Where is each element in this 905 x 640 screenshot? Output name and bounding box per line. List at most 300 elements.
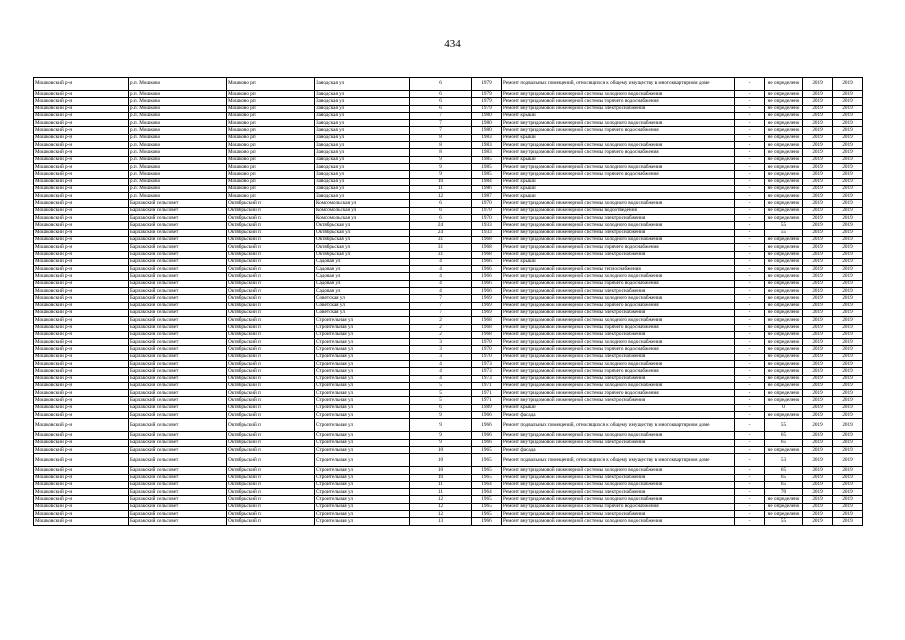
work-type-cell: Ремонт внутридомовой инженерной системы холодного водоснабжения xyxy=(502,142,735,149)
settlement-cell: Мошково рп xyxy=(227,120,315,127)
area-cell: - xyxy=(735,78,765,91)
street-cell: Строительная ул xyxy=(315,339,410,346)
build-year-cell: 1968 xyxy=(472,317,502,324)
build-year-cell: 1966 xyxy=(472,518,502,525)
end-year-cell: 2019 xyxy=(833,346,863,353)
house-number-cell: 10 xyxy=(410,474,472,481)
municipality-cell: р.п. Мошково xyxy=(129,91,227,98)
build-year-cell: 1971 xyxy=(472,390,502,397)
cost-cell: не определено xyxy=(765,149,803,156)
street-cell: Строительная ул xyxy=(315,346,410,353)
house-number-cell: 31 xyxy=(410,251,472,258)
street-cell: Заводская ул xyxy=(315,98,410,105)
work-type-cell: Ремонт крыши xyxy=(502,178,735,185)
house-number-cell: 6 xyxy=(410,200,472,207)
work-type-cell: Ремонт внутридомовой инженерной системы холодного водоснабжения xyxy=(502,91,735,98)
area-cell: - xyxy=(735,142,765,149)
table-body xyxy=(34,78,863,526)
settlement-cell: Мошково рп xyxy=(227,185,315,192)
house-number-cell: 4 xyxy=(410,258,472,265)
cost-cell: не определено xyxy=(765,251,803,258)
street-cell: Заводская ул xyxy=(315,185,410,192)
build-year-cell: 1965 xyxy=(472,454,502,467)
end-year-cell: 2019 xyxy=(833,404,863,411)
street-cell: Строительная ул xyxy=(315,397,410,404)
cost-cell: 65 xyxy=(765,474,803,481)
house-number-cell: 24 xyxy=(410,222,472,229)
street-cell: Строительная ул xyxy=(315,446,410,453)
house-number-cell: 4 xyxy=(410,368,472,375)
start-year-cell: 2019 xyxy=(803,390,833,397)
end-year-cell: 2019 xyxy=(833,163,863,170)
cost-cell: 65 xyxy=(765,439,803,446)
district-cell: Мошковский р-н xyxy=(34,412,129,419)
table-row xyxy=(34,353,863,360)
street-cell: Строительная ул xyxy=(315,382,410,389)
house-number-cell: 10 xyxy=(410,467,472,474)
build-year-cell: 1979 xyxy=(472,91,502,98)
start-year-cell: 2019 xyxy=(803,295,833,302)
end-year-cell: 2019 xyxy=(833,244,863,251)
start-year-cell: 2019 xyxy=(803,185,833,192)
table-row xyxy=(34,236,863,243)
street-cell: Советская ул xyxy=(315,309,410,316)
house-number-cell: 24 xyxy=(410,229,472,236)
house-number-cell: 6 xyxy=(410,404,472,411)
build-year-cell: 1965 xyxy=(472,496,502,503)
cost-cell: не определено xyxy=(765,503,803,510)
area-cell: - xyxy=(735,156,765,163)
end-year-cell: 2019 xyxy=(833,112,863,119)
cost-cell: не определено xyxy=(765,185,803,192)
municipality-cell: Барлакский сельсовет xyxy=(129,446,227,453)
table-row xyxy=(34,368,863,375)
cost-cell: не определено xyxy=(765,98,803,105)
street-cell: Октябрьская ул xyxy=(315,229,410,236)
street-cell: Заводская ул xyxy=(315,91,410,98)
table-row xyxy=(34,215,863,222)
district-cell: Мошковский р-н xyxy=(34,222,129,229)
area-cell: - xyxy=(735,419,765,432)
cost-cell: не определено xyxy=(765,324,803,331)
end-year-cell: 2019 xyxy=(833,178,863,185)
start-year-cell: 2019 xyxy=(803,112,833,119)
build-year-cell: 1985 xyxy=(472,163,502,170)
area-cell: - xyxy=(735,120,765,127)
district-cell: Мошковский р-н xyxy=(34,149,129,156)
street-cell: Заводская ул xyxy=(315,112,410,119)
end-year-cell: 2019 xyxy=(833,134,863,141)
work-type-cell: Ремонт внутридомовой инженерной системы электроснабжения xyxy=(502,331,735,338)
street-cell: Строительная ул xyxy=(315,419,410,432)
street-cell: Строительная ул xyxy=(315,496,410,503)
house-number-cell: 7 xyxy=(410,302,472,309)
area-cell: - xyxy=(735,207,765,214)
municipality-cell: Барлакский сельсовет xyxy=(129,474,227,481)
district-cell: Мошковский р-н xyxy=(34,481,129,488)
house-number-cell: 6 xyxy=(410,105,472,112)
end-year-cell: 2019 xyxy=(833,280,863,287)
work-type-cell: Ремонт внутридомовой инженерной системы электроснабжения xyxy=(502,353,735,360)
end-year-cell: 2019 xyxy=(833,439,863,446)
end-year-cell: 2019 xyxy=(833,193,863,200)
settlement-cell: Октябрьский п xyxy=(227,317,315,324)
work-type-cell: Ремонт внутридомовой инженерной системы горячего водоснабжения xyxy=(502,302,735,309)
settlement-cell: Октябрьский п xyxy=(227,474,315,481)
table-row xyxy=(34,518,863,525)
start-year-cell: 2019 xyxy=(803,382,833,389)
street-cell: Строительная ул xyxy=(315,439,410,446)
settlement-cell: Октябрьский п xyxy=(227,518,315,525)
table-row xyxy=(34,432,863,439)
build-year-cell: 1973 xyxy=(472,368,502,375)
build-year-cell: 1933 xyxy=(472,222,502,229)
table-row xyxy=(34,404,863,411)
start-year-cell: 2019 xyxy=(803,481,833,488)
municipality-cell: р.п. Мошково xyxy=(129,193,227,200)
area-cell: - xyxy=(735,346,765,353)
district-cell: Мошковский р-н xyxy=(34,207,129,214)
settlement-cell: Октябрьский п xyxy=(227,309,315,316)
district-cell: Мошковский р-н xyxy=(34,200,129,207)
cost-cell: не определено xyxy=(765,178,803,185)
district-cell: Мошковский р-н xyxy=(34,346,129,353)
end-year-cell: 2019 xyxy=(833,222,863,229)
table-row xyxy=(34,222,863,229)
street-cell: Строительная ул xyxy=(315,489,410,496)
street-cell: Комсомольская ул xyxy=(315,200,410,207)
area-cell: - xyxy=(735,467,765,474)
cost-cell: не определено xyxy=(765,511,803,518)
work-type-cell: Ремонт внутридомовой инженерной системы электроснабжения xyxy=(502,251,735,258)
district-cell: Мошковский р-н xyxy=(34,324,129,331)
table-row xyxy=(34,309,863,316)
municipality-cell: Барлакский сельсовет xyxy=(129,353,227,360)
build-year-cell: 1966 xyxy=(472,273,502,280)
start-year-cell: 2019 xyxy=(803,309,833,316)
municipality-cell: р.п. Мошково xyxy=(129,78,227,91)
work-type-cell: Ремонт внутридомовой инженерной системы горячего водоснабжения xyxy=(502,503,735,510)
start-year-cell: 2019 xyxy=(803,251,833,258)
area-cell: - xyxy=(735,397,765,404)
area-cell: - xyxy=(735,404,765,411)
build-year-cell: 1969 xyxy=(472,302,502,309)
build-year-cell: 1986 xyxy=(472,185,502,192)
settlement-cell: Мошково рп xyxy=(227,193,315,200)
area-cell: - xyxy=(735,200,765,207)
district-cell: Мошковский р-н xyxy=(34,251,129,258)
house-number-cell: 3 xyxy=(410,353,472,360)
area-cell: - xyxy=(735,481,765,488)
end-year-cell: 2019 xyxy=(833,489,863,496)
municipality-cell: Барлакский сельсовет xyxy=(129,288,227,295)
street-cell: Заводская ул xyxy=(315,156,410,163)
end-year-cell: 2019 xyxy=(833,331,863,338)
house-number-cell: 12 xyxy=(410,193,472,200)
area-cell: - xyxy=(735,229,765,236)
cost-cell: не определено xyxy=(765,200,803,207)
end-year-cell: 2019 xyxy=(833,236,863,243)
table-row xyxy=(34,360,863,367)
start-year-cell: 2019 xyxy=(803,454,833,467)
work-type-cell: Ремонт внутридомовой инженерной системы холодного водоснабжения xyxy=(502,236,735,243)
end-year-cell: 2019 xyxy=(833,207,863,214)
start-year-cell: 2019 xyxy=(803,193,833,200)
area-cell: - xyxy=(735,149,765,156)
area-cell: - xyxy=(735,324,765,331)
table-row xyxy=(34,339,863,346)
work-type-cell: Ремонт внутридомовой инженерной системы горячего водоснабжения xyxy=(502,390,735,397)
cost-cell: не определено xyxy=(765,193,803,200)
work-type-cell: Ремонт крыши xyxy=(502,193,735,200)
cost-cell: не определено xyxy=(765,339,803,346)
build-year-cell: 1966 xyxy=(472,258,502,265)
work-type-cell: Ремонт внутридомовой инженерной системы электроснабжения xyxy=(502,489,735,496)
settlement-cell: Мошково рп xyxy=(227,149,315,156)
start-year-cell: 2019 xyxy=(803,127,833,134)
district-cell: Мошковский р-н xyxy=(34,474,129,481)
house-number-cell: 6 xyxy=(410,215,472,222)
cost-cell: 53 xyxy=(765,454,803,467)
table-row xyxy=(34,317,863,324)
work-type-cell: Ремонт внутридомовой инженерной системы электроснабжения xyxy=(502,105,735,112)
district-cell: Мошковский р-н xyxy=(34,236,129,243)
settlement-cell: Октябрьский п xyxy=(227,454,315,467)
start-year-cell: 2019 xyxy=(803,404,833,411)
end-year-cell: 2019 xyxy=(833,375,863,382)
area-cell: - xyxy=(735,368,765,375)
district-cell: Мошковский р-н xyxy=(34,105,129,112)
area-cell: - xyxy=(735,454,765,467)
start-year-cell: 2019 xyxy=(803,142,833,149)
area-cell: - xyxy=(735,353,765,360)
house-number-cell: 6 xyxy=(410,78,472,91)
start-year-cell: 2019 xyxy=(803,331,833,338)
table-row xyxy=(34,134,863,141)
build-year-cell: 1966 xyxy=(472,288,502,295)
table-row xyxy=(34,489,863,496)
district-cell: Мошковский р-н xyxy=(34,244,129,251)
area-cell: - xyxy=(735,251,765,258)
municipality-cell: Барлакский сельсовет xyxy=(129,503,227,510)
street-cell: Садовая ул xyxy=(315,258,410,265)
cost-cell: не определено xyxy=(765,244,803,251)
settlement-cell: Октябрьский п xyxy=(227,368,315,375)
district-cell: Мошковский р-н xyxy=(34,317,129,324)
district-cell: Мошковский р-н xyxy=(34,171,129,178)
area-cell: - xyxy=(735,127,765,134)
street-cell: Октябрьская ул xyxy=(315,244,410,251)
table-row xyxy=(34,200,863,207)
work-type-cell: Ремонт внутридомовой инженерной системы горячего водоснабжения xyxy=(502,346,735,353)
start-year-cell: 2019 xyxy=(803,467,833,474)
district-cell: Мошковский р-н xyxy=(34,446,129,453)
cost-cell: не определено xyxy=(765,156,803,163)
street-cell: Строительная ул xyxy=(315,317,410,324)
build-year-cell: 1964 xyxy=(472,489,502,496)
district-cell: Мошковский р-н xyxy=(34,382,129,389)
start-year-cell: 2019 xyxy=(803,105,833,112)
start-year-cell: 2019 xyxy=(803,91,833,98)
start-year-cell: 2019 xyxy=(803,474,833,481)
street-cell: Садовая ул xyxy=(315,273,410,280)
district-cell: Мошковский р-н xyxy=(34,229,129,236)
area-cell: - xyxy=(735,295,765,302)
page-number: 434 xyxy=(444,38,461,50)
street-cell: Заводская ул xyxy=(315,134,410,141)
street-cell: Садовая ул xyxy=(315,280,410,287)
start-year-cell: 2019 xyxy=(803,353,833,360)
build-year-cell: 1966 xyxy=(472,439,502,446)
end-year-cell: 2019 xyxy=(833,91,863,98)
municipality-cell: Барлакский сельсовет xyxy=(129,481,227,488)
house-number-cell: 12 xyxy=(410,511,472,518)
district-cell: Мошковский р-н xyxy=(34,467,129,474)
street-cell: Строительная ул xyxy=(315,511,410,518)
municipality-cell: р.п. Мошково xyxy=(129,178,227,185)
table-row xyxy=(34,467,863,474)
build-year-cell: 1973 xyxy=(472,360,502,367)
work-type-cell: Ремонт крыши xyxy=(502,404,735,411)
municipality-cell: Барлакский сельсовет xyxy=(129,390,227,397)
cost-cell: 70 xyxy=(765,489,803,496)
municipality-cell: р.п. Мошково xyxy=(129,142,227,149)
house-number-cell: 13 xyxy=(410,518,472,525)
table-row xyxy=(34,503,863,510)
end-year-cell: 2019 xyxy=(833,503,863,510)
start-year-cell: 2019 xyxy=(803,439,833,446)
municipality-cell: Барлакский сельсовет xyxy=(129,454,227,467)
house-number-cell: 10 xyxy=(410,178,472,185)
start-year-cell: 2019 xyxy=(803,503,833,510)
municipality-cell: Барлакский сельсовет xyxy=(129,229,227,236)
house-number-cell: 7 xyxy=(410,127,472,134)
build-year-cell: 1979 xyxy=(472,78,502,91)
table-row xyxy=(34,127,863,134)
table-row xyxy=(34,244,863,251)
table-row xyxy=(34,105,863,112)
cost-cell: не определено xyxy=(765,368,803,375)
settlement-cell: Мошково рп xyxy=(227,98,315,105)
end-year-cell: 2019 xyxy=(833,317,863,324)
settlement-cell: Мошково рп xyxy=(227,78,315,91)
end-year-cell: 2019 xyxy=(833,397,863,404)
municipality-cell: р.п. Мошково xyxy=(129,185,227,192)
street-cell: Октябрьская ул xyxy=(315,251,410,258)
district-cell: Мошковский р-н xyxy=(34,163,129,170)
table-row xyxy=(34,120,863,127)
street-cell: Строительная ул xyxy=(315,503,410,510)
municipality-cell: Барлакский сельсовет xyxy=(129,309,227,316)
table-row xyxy=(34,474,863,481)
table-row xyxy=(34,439,863,446)
table-row xyxy=(34,375,863,382)
build-year-cell: 1980 xyxy=(472,120,502,127)
area-cell: - xyxy=(735,163,765,170)
table-row xyxy=(34,207,863,214)
work-type-cell: Ремонт внутридомовой инженерной системы водоотведения xyxy=(502,207,735,214)
municipality-cell: р.п. Мошково xyxy=(129,120,227,127)
cost-cell: не определено xyxy=(765,295,803,302)
settlement-cell: Октябрьский п xyxy=(227,419,315,432)
settlement-cell: Октябрьский п xyxy=(227,207,315,214)
settlement-cell: Октябрьский п xyxy=(227,295,315,302)
end-year-cell: 2019 xyxy=(833,156,863,163)
work-type-cell: Ремонт внутридомовой инженерной системы холодного водоснабжения xyxy=(502,467,735,474)
end-year-cell: 2019 xyxy=(833,339,863,346)
build-year-cell: 1980 xyxy=(472,112,502,119)
start-year-cell: 2019 xyxy=(803,215,833,222)
table-row xyxy=(34,91,863,98)
district-cell: Мошковский р-н xyxy=(34,120,129,127)
start-year-cell: 2019 xyxy=(803,496,833,503)
street-cell: Октябрьская ул xyxy=(315,222,410,229)
house-number-cell: 4 xyxy=(410,273,472,280)
work-type-cell: Ремонт фасада xyxy=(502,412,735,419)
street-cell: Заводская ул xyxy=(315,120,410,127)
end-year-cell: 2019 xyxy=(833,78,863,91)
start-year-cell: 2019 xyxy=(803,171,833,178)
work-type-cell: Ремонт внутридомовой инженерной системы горячего водоснабжения xyxy=(502,244,735,251)
end-year-cell: 2019 xyxy=(833,467,863,474)
work-type-cell: Ремонт крыши xyxy=(502,112,735,119)
cost-cell: не определено xyxy=(765,258,803,265)
settlement-cell: Октябрьский п xyxy=(227,324,315,331)
work-type-cell: Ремонт подвальных помещений, относящихся к общему имуществу в многоквартирном доме xyxy=(502,78,735,91)
settlement-cell: Октябрьский п xyxy=(227,511,315,518)
street-cell: Садовая ул xyxy=(315,288,410,295)
work-type-cell: Ремонт внутридомовой инженерной системы холодного водоснабжения xyxy=(502,163,735,170)
work-type-cell: Ремонт внутридомовой инженерной системы холодного водоснабжения xyxy=(502,317,735,324)
house-number-cell: 2 xyxy=(410,331,472,338)
start-year-cell: 2019 xyxy=(803,288,833,295)
end-year-cell: 2019 xyxy=(833,127,863,134)
cost-cell: не определено xyxy=(765,207,803,214)
district-cell: Мошковский р-н xyxy=(34,127,129,134)
settlement-cell: Мошково рп xyxy=(227,91,315,98)
settlement-cell: Мошково рп xyxy=(227,134,315,141)
municipality-cell: Барлакский сельсовет xyxy=(129,412,227,419)
district-cell: Мошковский р-н xyxy=(34,331,129,338)
work-type-cell: Ремонт внутридомовой инженерной системы холодного водоснабжения xyxy=(502,273,735,280)
end-year-cell: 2019 xyxy=(833,353,863,360)
start-year-cell: 2019 xyxy=(803,236,833,243)
start-year-cell: 2019 xyxy=(803,156,833,163)
district-cell: Мошковский р-н xyxy=(34,489,129,496)
house-number-cell: 31 xyxy=(410,236,472,243)
district-cell: Мошковский р-н xyxy=(34,496,129,503)
start-year-cell: 2019 xyxy=(803,324,833,331)
build-year-cell: 1966 xyxy=(472,412,502,419)
district-cell: Мошковский р-н xyxy=(34,134,129,141)
settlement-cell: Октябрьский п xyxy=(227,404,315,411)
work-type-cell: Ремонт внутридомовой инженерной системы электроснабжения xyxy=(502,229,735,236)
build-year-cell: 1965 xyxy=(472,503,502,510)
area-cell: - xyxy=(735,317,765,324)
start-year-cell: 2019 xyxy=(803,178,833,185)
settlement-cell: Октябрьский п xyxy=(227,251,315,258)
build-year-cell: 1968 xyxy=(472,236,502,243)
area-cell: - xyxy=(735,375,765,382)
street-cell: Заводская ул xyxy=(315,78,410,91)
house-number-cell: 4 xyxy=(410,280,472,287)
end-year-cell: 2019 xyxy=(833,511,863,518)
build-year-cell: 1985 xyxy=(472,156,502,163)
area-cell: - xyxy=(735,432,765,439)
start-year-cell: 2019 xyxy=(803,78,833,91)
house-number-cell: 7 xyxy=(410,120,472,127)
street-cell: Строительная ул xyxy=(315,432,410,439)
